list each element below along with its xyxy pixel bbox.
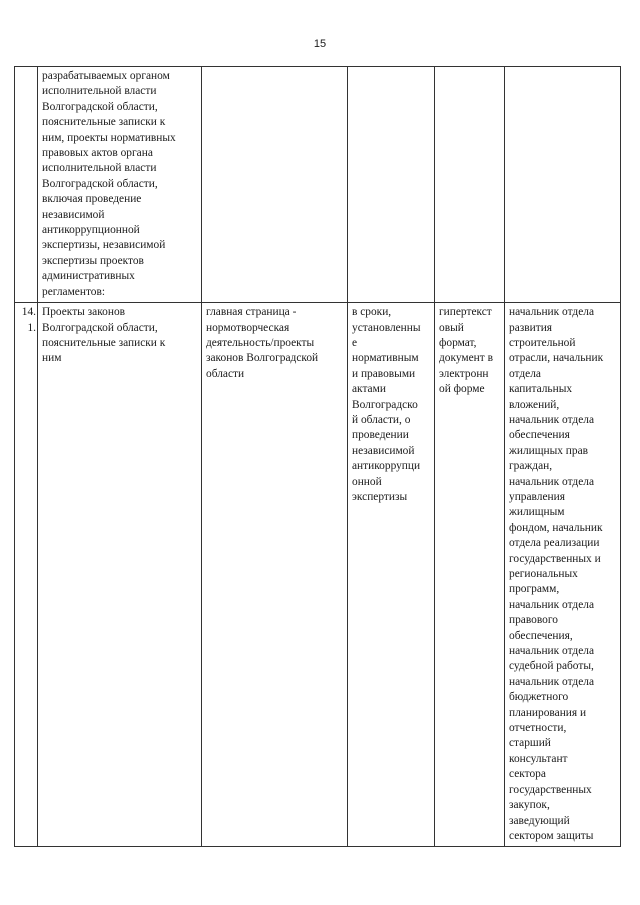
row-number-cell: 14. 1. [15,303,38,847]
information-table [14,66,621,847]
location-cell: главная страница - нормотворческая деятельность/проекты законов Волгоградской области [202,303,348,847]
terms-cell [348,67,435,303]
table-row [15,303,621,847]
format-cell: гипертекст овый формат, документ в электронн ой форме [435,303,505,847]
format-cell [435,67,505,303]
page-number: 15 [313,38,327,50]
terms-cell: в сроки, установленны е нормативным и правовыми актами Волгоградско й области, о проведении независимой антикоррупци онной экспертизы [348,303,435,847]
table-row [15,67,621,303]
location-cell [202,67,348,303]
row-number-cell [15,67,38,303]
responsible-cell: начальник отдела развития строительной отрасли, начальник отдела капитальных вложений, начальник отдела обеспечения жилищных прав граждан, начальник отдела управления жилищным фондом, начальник отдела реализации государственных и региональных программ, начальник отдела правового обеспечения, начальник отдела судебной работы, начальник отдела бюджетного планирования и отчетности, старший консультант сектора государственных закупок, заведующий сектором защиты [505,303,621,847]
info-name-cell: разрабатываемых органом исполнительной власти Волгоградской области, пояснительные записки к ним, проекты нормативных правовых актов органа исполнительной власти Волгоградской области, включая проведение независимой антикоррупционной экспертизы, независимой экспертизы проектов административных регламентов: [38,67,202,303]
info-name-cell: Проекты законов Волгоградской области, пояснительные записки к ним [38,303,202,847]
responsible-cell [505,67,621,303]
